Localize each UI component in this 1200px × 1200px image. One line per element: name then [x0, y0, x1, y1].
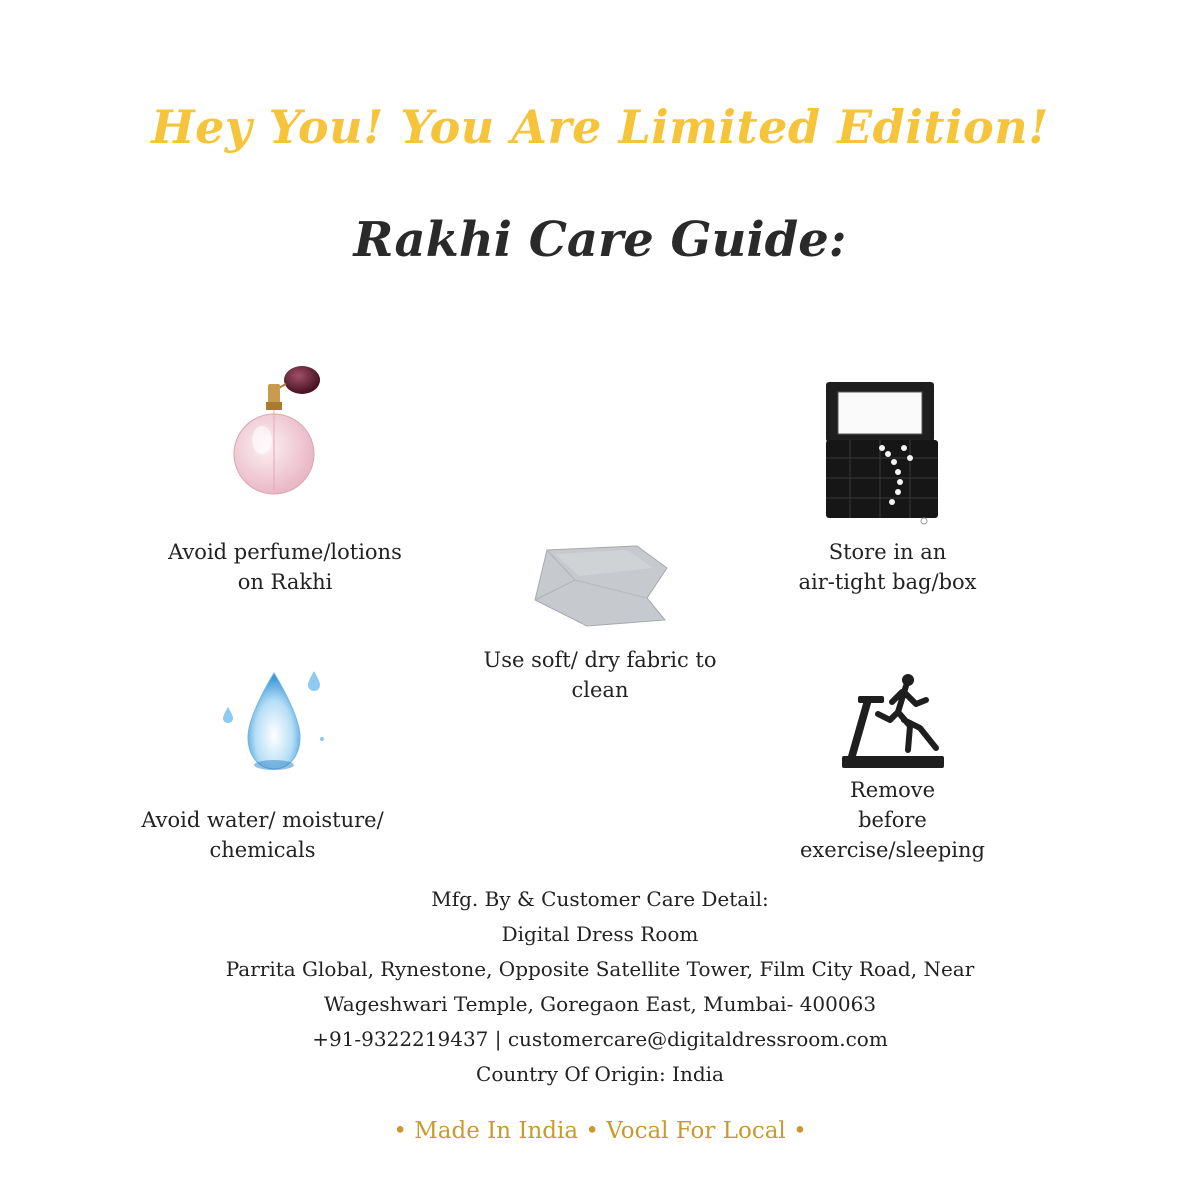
tip-exercise-line2: before — [858, 808, 927, 832]
tip-box — [760, 537, 1015, 597]
tip-perfume — [140, 537, 430, 597]
footer-contact: +91-9322219437 | customercare@digitaldressroom.com — [312, 1027, 888, 1051]
footer-address-1: Parrita Global, Rynestone, Opposite Satellite Tower, Film City Road, Near — [225, 957, 975, 981]
jewelry-box-icon — [820, 378, 945, 528]
water-drop-icon — [212, 665, 332, 785]
tagline: Hey You! You Are Limited Edition! — [151, 100, 1049, 154]
treadmill-runner-icon — [838, 670, 948, 775]
tip-box-line2: air-tight bag/box — [798, 570, 977, 594]
perfume-bottle-icon — [222, 362, 332, 497]
tip-exercise-line1: Remove — [849, 778, 936, 802]
tip-perfume-line1: Avoid perfume/lotions — [168, 540, 402, 564]
tip-water — [125, 805, 400, 865]
slogan: • Made In India • Vocal For Local • — [393, 1118, 807, 1144]
tip-exercise-line3: exercise/sleeping — [800, 838, 985, 862]
tip-water-line2: chemicals — [209, 838, 316, 862]
footer-company: Digital Dress Room — [501, 922, 699, 946]
tip-water-line1: Avoid water/ moisture/ — [141, 808, 384, 832]
tip-box-line1: Store in an — [828, 540, 947, 564]
tip-cloth — [455, 645, 745, 705]
cloth-icon — [527, 540, 677, 630]
tip-perfume-line2: on Rakhi — [237, 570, 333, 594]
page-title: Rakhi Care Guide: — [353, 212, 847, 268]
tip-exercise — [770, 775, 1015, 865]
tip-cloth-line1: Use soft/ dry fabric to — [483, 648, 717, 672]
tip-cloth-line2: clean — [571, 678, 629, 702]
footer-address-2: Wageshwari Temple, Goregaon East, Mumbai- 400063 — [323, 992, 877, 1016]
footer-origin: Country Of Origin: India — [476, 1062, 724, 1086]
footer-mfg-heading: Mfg. By & Customer Care Detail: — [431, 887, 769, 911]
